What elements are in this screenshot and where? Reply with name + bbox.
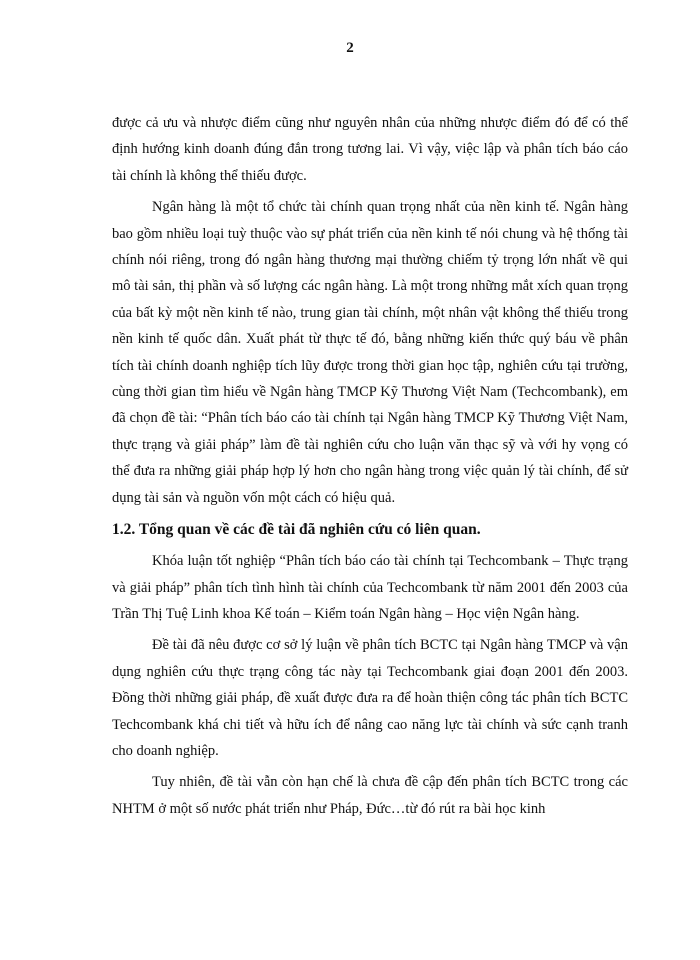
paragraph-bank-role: Ngân hàng là một tổ chức tài chính quan trọng nhất của nền kinh tế. Ngân hàng bao gồm nhiều loại tuỳ thuộc vào sự phát triển của nền kinh tế nói chung và hệ thống tài chính nói riêng, trong đó ngân hàng thương mại thường chiếm tỷ trọng lớn nhất về qui mô tài sản, thị phần và số lượng các ngân hàng. Là một trong những mắt xích quan trọng của bất kỳ một nền kinh tế nào, trung gian tài chính, một nhân vật không thể thiếu trong nền kinh tế quốc dân. Xuất phát từ thực tế đó, bằng những kiến thức quý báu về phân tích tài chính doanh nghiệp tích lũy được trong thời gian học tập, nghiên cứu tại trường, cùng thời gian tìm hiểu về Ngân hàng TMCP Kỹ Thương Việt Nam (Techcombank), em đã chọn đề tài: “Phân tích báo cáo tài chính tại Ngân hàng TMCP Kỹ Thương Việt Nam, thực trạng và giải pháp” làm đề tài nghiên cứu cho luận văn thạc sỹ và với hy vọng có thể đưa ra những giải pháp hợp lý hơn cho ngân hàng trong việc quản lý tài chính, để sử dụng tài sản và nguồn vốn một cách có hiệu quả. — [112, 199, 628, 506]
document-body — [112, 110, 628, 827]
paragraph-continuation: được cả ưu và nhược điểm cũng như nguyên nhân của những nhược điểm đó để có thể định hướng kinh doanh đúng đắn trong tương lai. Vì vậy, việc lập và phân tích báo cáo tài chính là không thể thiếu được. — [112, 115, 628, 184]
section-heading: 1.2. Tổng quan về các đề tài đã nghiên cứu có liên quan. — [112, 521, 481, 539]
paragraph-thesis-reference: Khóa luận tốt nghiệp “Phân tích báo cáo tài chính tại Techcombank – Thực trạng và giải pháp” phân tích tình hình tài chính của Techcombank từ năm 2001 đến 2003 của Trần Thị Tuệ Linh khoa Kế toán – Kiểm toán Ngân hàng – Học viện Ngân hàng. — [112, 553, 628, 622]
paragraph-thesis-content: Đề tài đã nêu được cơ sở lý luận về phân tích BCTC tại Ngân hàng TMCP và vận dụng nghiên cứu thực trạng công tác này tại Techcombank giai đoạn 2001 đến 2003. Đồng thời những giải pháp, đề xuất được đưa ra để hoàn thiện công tác phân tích BCTC Techcombank khá chi tiết và hữu ích để nâng cao năng lực tài chính và sức cạnh tranh cho doanh nghiệp. — [112, 637, 628, 759]
page-number: 2 — [346, 40, 354, 56]
paragraph-limitations: Tuy nhiên, đề tài vẫn còn hạn chế là chưa đề cập đến phân tích BCTC trong các NHTM ở một số nước phát triển như Pháp, Đức…từ đó rút ra bài học kinh — [112, 774, 628, 817]
